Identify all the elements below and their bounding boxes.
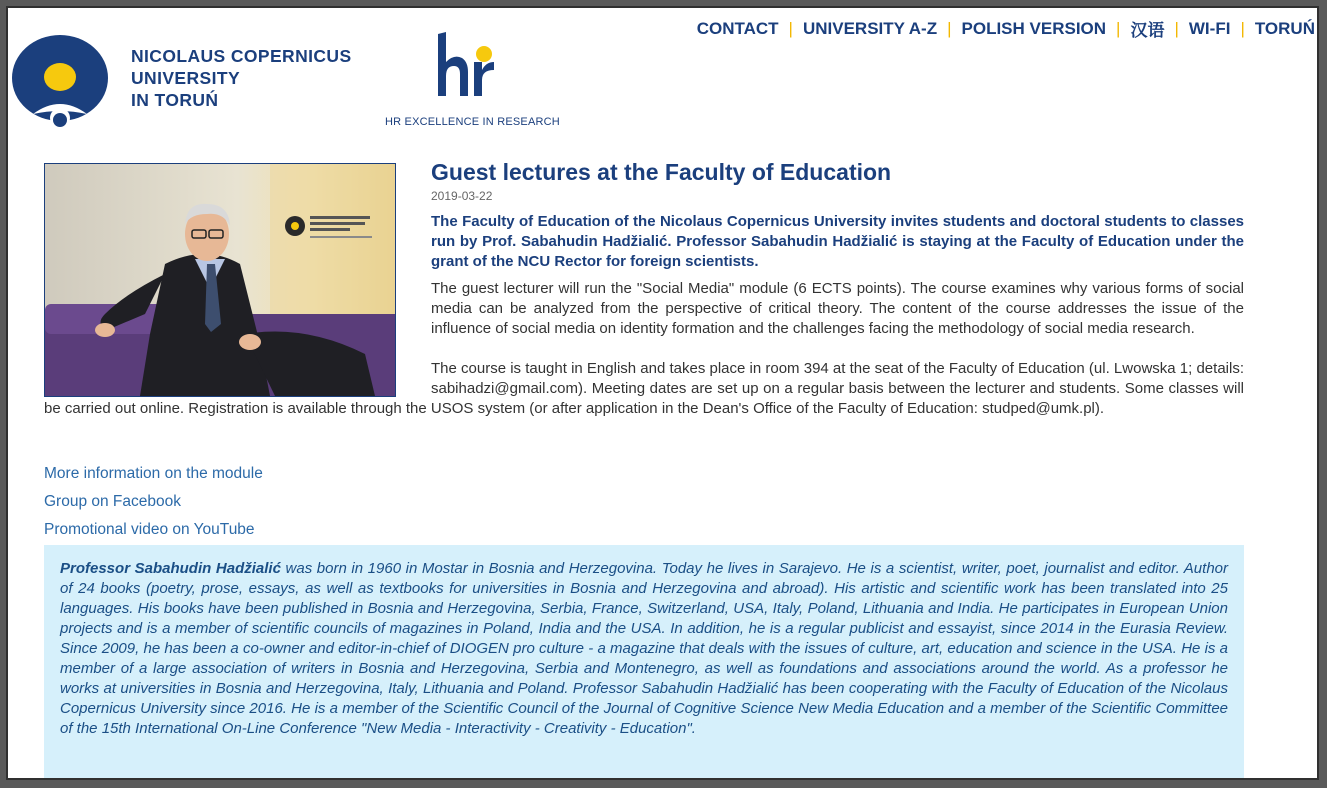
nav-separator: |	[1240, 18, 1245, 38]
article	[44, 156, 1244, 419]
photo-spacer	[44, 163, 396, 397]
nav-separator: |	[1174, 18, 1179, 38]
nav-contact[interactable]: CONTACT	[696, 18, 779, 38]
nav-university-a-z[interactable]: UNIVERSITY A-Z	[802, 18, 938, 38]
nav-torun[interactable]: TORUŃ	[1254, 18, 1315, 38]
hr-excellence-logo-icon[interactable]	[432, 32, 502, 102]
nav-chinese[interactable]: 汉语	[1130, 21, 1165, 40]
article-paragraph: The guest lecturer will run the "Social Media" module (6 ECTS points). The course examines why various forms of social media can be analyzed from the perspective of critical theory. The content of the course addresses the issue of the influence of social media on identity formation and the challenges facing the methodology of social media research.	[431, 280, 1244, 337]
link-facebook-group[interactable]: Group on Facebook	[44, 493, 182, 510]
hr-caption: HR EXCELLENCE IN RESEARCH	[385, 116, 560, 128]
nav-polish-version[interactable]: POLISH VERSION	[961, 18, 1107, 38]
university-logo-icon[interactable]	[11, 34, 109, 130]
link-youtube-video[interactable]: Promotional video on YouTube	[44, 521, 255, 538]
browser-page	[6, 6, 1319, 780]
article-paragraph: The course is taught in English and takes place in room 394 at the seat of the Faculty of Education (ul. Lwowska 1; details: sabihadzi@gmail.com). Meeting dates are set up on a regular basis between the lecturer and students. Some classes will be carried out online. Registration is available through the USOS system (or after application in the Dean's Office of the Faculty of Education: studped@umk.pl).	[44, 360, 1244, 417]
related-links	[44, 460, 263, 544]
article-date: 2019-03-22	[431, 189, 493, 203]
article-lead: The Faculty of Education of the Nicolaus Copernicus University invites students and doctoral students to classes run by Prof. Sabahudin Hadžialić. Professor Sabahudin Hadžialić is staying at the Faculty of Education under the grant of the NCU Rector for foreign scientists.	[431, 213, 1244, 270]
article-title: Guest lectures at the Faculty of Education	[431, 159, 892, 185]
nav-separator: |	[788, 18, 793, 38]
top-navigation	[697, 16, 1315, 41]
link-module-info[interactable]: More information on the module	[44, 465, 263, 482]
university-name[interactable]	[131, 45, 352, 111]
university-name-line: NICOLAUS COPERNICUS	[131, 46, 352, 66]
nav-wifi[interactable]: WI-FI	[1188, 18, 1231, 38]
nav-separator: |	[1116, 18, 1121, 38]
nav-separator: |	[947, 18, 952, 38]
bio-text: was born in 1960 in Mostar in Bosnia and Herzegovina. Today he lives in Sarajevo. He is a scientist, writer, poet, journalist and editor. Author of 24 books (poetry, prose, essays, as well as textbooks for universities in Bosnia and Herzegovina and abroad). His artistic and scientific work has been translated into 25 languages. His books have been published in Bosnia and Herzegovina, Serbia, France, Switzerland, USA, Italy, Poland, Lithuania and India. He participates in European Union projects and is a member of scientific councils of magazines in Poland, India and the USA. In addition, he is a regular publicist and essayist, since 2014 in the Eurasia Review. Since 2009, he has been a co-owner and editor-in-chief of DIOGEN pro culture - a magazine that deals with the issues of culture, art, education and science in the USA. He is a member of a large association of writers in Bosnia and Herzegovina, Serbia and Montenegro, as well as foundations and associations around the world. As a professor he works at universities in Bosnia and Herzegovina, Italy, Lithuania and Poland. Professor Sabahudin Hadžialić has been cooperating with the Faculty of Education of the Nicolaus Copernicus University since 2016. He is a member of the Scientific Council of the Journal of Cognitive Science New Media Education and a member of the Scientific Committee of the 15th International On-Line Conference "New Media - Interactivity - Creativity - Education".	[60, 560, 1228, 737]
lecturer-bio	[44, 545, 1244, 780]
university-name-line: UNIVERSITY	[131, 68, 241, 88]
bio-name: Professor Sabahudin Hadžialić	[60, 560, 281, 577]
university-name-line: IN TORUŃ	[131, 90, 219, 110]
